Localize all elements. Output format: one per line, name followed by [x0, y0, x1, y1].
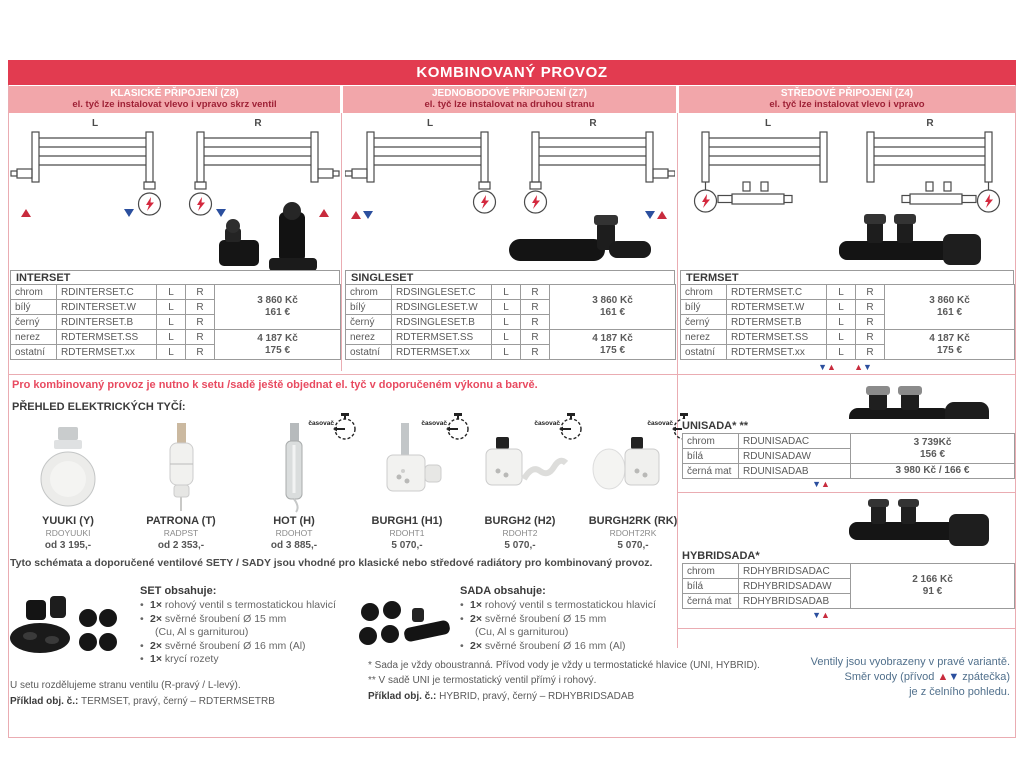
- timer-label: časovač: [421, 420, 447, 427]
- supply-arrow-icon: ▲: [854, 362, 863, 372]
- table-row: [683, 464, 1015, 479]
- supply-arrow-icon: ▲: [821, 610, 830, 620]
- list-item: • 1× krycí rozety: [140, 653, 375, 667]
- cell-color: černá mat: [683, 464, 739, 479]
- return-arrow-icon: ▼: [812, 479, 821, 489]
- rod-price: 5 070,-: [391, 540, 423, 551]
- set-footnote: U setu rozdělujeme stranu ventilu (R-pravý / L-levý).: [10, 680, 241, 691]
- product-photo-termset: [835, 205, 995, 277]
- cell-code: RDSINGLESET.B: [392, 315, 492, 330]
- sada-footnote-1: * Sada je vždy oboustranná. Přívod vody je vždy u termostatické hlavice (UNI, HYBRID).: [368, 660, 760, 671]
- cell-left: L: [827, 315, 856, 330]
- list-item: • 2× svěrné šroubení Ø 16 mm (Al): [460, 640, 685, 654]
- cell-left: L: [492, 285, 521, 300]
- price-eur: 175 €: [599, 344, 626, 356]
- divider: [678, 492, 1015, 493]
- cell-price-standard: [215, 285, 341, 330]
- cell-color: nerez: [11, 330, 57, 345]
- cell-color: ostatní: [681, 345, 727, 360]
- product-photo-interset: [205, 200, 335, 280]
- rod-yuuki: [12, 413, 124, 563]
- table-row: [683, 564, 1015, 579]
- divider: [341, 113, 342, 371]
- sada-contents-title: SADA obsahuje:: [460, 585, 546, 597]
- table-title-hybridsada: HYBRIDSADA*: [682, 549, 1009, 564]
- list-item: • 2× svěrné šroubení Ø 15 mm: [460, 613, 685, 627]
- rod-name: BURGH2 (H2): [484, 515, 556, 527]
- table-singleset: [345, 284, 676, 360]
- note-line: Směr vody (přívod ▲▼ zpátečka): [844, 671, 1010, 683]
- diagram-label-right: R: [926, 118, 934, 129]
- table-title-unisada: UNISADA* **: [682, 419, 1009, 434]
- product-photo-sada: [352, 596, 456, 662]
- cell-right: R: [856, 285, 885, 300]
- price-eur: 161 €: [264, 307, 291, 318]
- rod-price: od 2 353,-: [157, 540, 205, 551]
- timer-label: časovač: [534, 420, 560, 427]
- cell-left: L: [157, 345, 186, 360]
- cell-color: chrom: [346, 285, 392, 300]
- column-header-z7: [343, 86, 676, 113]
- rod-price: od 3 195,-: [44, 540, 92, 551]
- cell-left: L: [492, 315, 521, 330]
- flow-arrows-right: [848, 362, 878, 372]
- cell-right: R: [521, 330, 550, 345]
- cell-color: nerez: [681, 330, 727, 345]
- table-row: [683, 434, 1015, 449]
- price-kc: 4 187 Kč: [592, 332, 633, 344]
- lightning-icon: [702, 194, 710, 208]
- cell-right: R: [186, 330, 215, 345]
- price-eur: 161 €: [599, 307, 626, 318]
- price-eur: 91 €: [922, 586, 943, 597]
- cell-price-inox: [215, 330, 341, 360]
- lightning-icon: [481, 195, 489, 209]
- price-kc: 3 860 Kč: [929, 295, 970, 306]
- cell-price: [851, 564, 1015, 609]
- rod-name: BURGH1 (H1): [371, 515, 443, 527]
- rod-price: od 3 885,-: [270, 540, 318, 551]
- return-arrow-icon: ▼: [863, 362, 872, 372]
- note-line: Ventily jsou vyobrazeny v pravé variantě.: [810, 656, 1010, 668]
- cell-color: bílý: [11, 300, 57, 315]
- cell-price-inox: [885, 330, 1015, 360]
- product-photo-set: [6, 590, 134, 668]
- column-header-z4: [679, 86, 1015, 113]
- cell-code: RDUNISADAB: [739, 464, 851, 479]
- divider: [9, 374, 1015, 375]
- cell-price-standard: [550, 285, 676, 330]
- supply-arrow-icon: [21, 209, 31, 217]
- cell-price: 3 980 Kč / 166 €: [851, 464, 1015, 479]
- timer-label: časovač: [308, 420, 334, 427]
- cell-right: R: [856, 300, 885, 315]
- supply-arrow-icon: [351, 211, 361, 219]
- cell-left: L: [827, 345, 856, 360]
- rod-name: BURGH2RK (RK): [588, 515, 678, 527]
- list-item: • 2× svěrné šroubení Ø 15 mm: [140, 613, 375, 627]
- cell-code: RDINTERSET.W: [57, 300, 157, 315]
- flow-arrows: [806, 479, 836, 489]
- cell-color: černá mat: [683, 594, 739, 609]
- page-title: KOMBINOVANÝ PROVOZ: [8, 60, 1016, 85]
- cell-code: RDTERMSET.SS: [57, 330, 157, 345]
- cell-right: R: [186, 345, 215, 360]
- red-note: Pro kombinovaný provoz je nutno k setu /sadě ještě objednat el. tyč v doporučeném výkonu a barvě.: [12, 379, 538, 391]
- table-row: [346, 330, 676, 345]
- flow-arrows: [806, 610, 836, 620]
- rod-image: [12, 413, 124, 513]
- cell-code: RDHYBRIDSADAC: [739, 564, 851, 579]
- cell-left: L: [492, 345, 521, 360]
- cell-color: nerez: [346, 330, 392, 345]
- rod-price: 5 070,-: [617, 540, 649, 551]
- cell-right: R: [856, 345, 885, 360]
- cell-left: L: [827, 300, 856, 315]
- diagram-label-left: L: [426, 118, 434, 129]
- supply-arrow-icon: ▲: [937, 671, 949, 683]
- cell-color: chrom: [681, 285, 727, 300]
- cell-right: R: [856, 315, 885, 330]
- rod-burgh2: [464, 413, 576, 563]
- set-example: Příklad obj. č.: TERMSET, pravý, černý – RDTERMSETRB: [10, 696, 275, 707]
- cell-code: RDUNISADAW: [739, 449, 851, 464]
- lightning-icon: [146, 197, 154, 211]
- diagram-label-right: R: [589, 118, 597, 129]
- price-eur: 175 €: [936, 344, 963, 356]
- table-unisada: [682, 433, 1015, 479]
- cell-left: L: [157, 300, 186, 315]
- cell-code: RDTERMSET.xx: [392, 345, 492, 360]
- price-eur: 161 €: [936, 307, 963, 318]
- price-kc: 3 860 Kč: [592, 295, 633, 306]
- cell-color: chrom: [683, 434, 739, 449]
- rod-name: YUUKI (Y): [42, 515, 94, 527]
- flow-arrows-left: [812, 362, 842, 372]
- cell-code: RDINTERSET.C: [57, 285, 157, 300]
- list-item: • 1× rohový ventil s termostatickou hlavicí: [460, 599, 685, 613]
- cell-right: R: [186, 285, 215, 300]
- cell-color: ostatní: [11, 345, 57, 360]
- set-contents: [140, 585, 375, 667]
- rod-price: 5 070,-: [504, 540, 536, 551]
- rod-name: HOT (H): [273, 515, 315, 527]
- column-header-subtitle: el. tyč lze instalovat vlevo i vpravo skrz ventil: [72, 99, 277, 110]
- schema-note: Tyto schémata a doporučené ventilové SETY / SADY jsou vhodné pro klasické nebo středové radiátory pro kombinovaný provoz.: [10, 557, 653, 569]
- rod-hot: [238, 413, 350, 563]
- column-header-title: JEDNOBODOVÉ PŘIPOJENÍ (Z7): [431, 88, 588, 99]
- cell-code: RDTERMSET.SS: [392, 330, 492, 345]
- cell-left: L: [157, 330, 186, 345]
- sada-footnote-2: ** V sadě UNI je termostatický ventil přímý i rohový.: [368, 675, 597, 686]
- diagram-label-right: R: [254, 118, 262, 129]
- rod-code: RDOYUUKI: [45, 528, 91, 538]
- price-kc: 4 187 Kč: [929, 332, 970, 344]
- table-termset: [680, 284, 1015, 360]
- cell-price-inox: [550, 330, 676, 360]
- table-title-singleset: SINGLESET: [345, 270, 675, 286]
- supply-arrow-icon: ▲: [821, 479, 830, 489]
- cell-code: RDTERMSET.xx: [727, 345, 827, 360]
- rod-burgh1: [351, 413, 463, 563]
- cell-code: RDINTERSET.B: [57, 315, 157, 330]
- table-title-termset: TERMSET: [680, 270, 1014, 286]
- return-arrow-icon: [363, 211, 373, 219]
- rod-code: RDOHT2RK: [609, 528, 657, 538]
- note-line: je z čelního pohledu.: [909, 686, 1010, 698]
- sada-example: Příklad obj. č.: HYBRID, pravý, černý – RDHYBRIDSADAB: [368, 691, 635, 702]
- product-photo-hybridsada: [845, 496, 995, 554]
- cell-left: L: [492, 300, 521, 315]
- cell-code: RDSINGLESET.W: [392, 300, 492, 315]
- list-item: • 2× svěrné šroubení Ø 16 mm (Al): [140, 640, 375, 654]
- cell-code: RDSINGLESET.C: [392, 285, 492, 300]
- cell-code: RDTERMSET.xx: [57, 345, 157, 360]
- cell-left: L: [157, 315, 186, 330]
- diagram-label-left: L: [91, 118, 99, 129]
- price-eur: 175 €: [264, 344, 291, 356]
- column-header-title: STŘEDOVÉ PŘIPOJENÍ (Z4): [780, 88, 914, 99]
- return-arrow-icon: ▼: [948, 671, 960, 683]
- valve-orientation-note: [750, 655, 1010, 700]
- rod-code: RADPST: [163, 528, 199, 538]
- table-row: [11, 330, 341, 345]
- supply-arrow-icon: [657, 211, 667, 219]
- cell-color: černý: [11, 315, 57, 330]
- timer-label: časovač: [647, 420, 673, 427]
- supply-arrow-icon: ▲: [827, 362, 836, 372]
- list-item: • 1× rohový ventil s termostatickou hlavicí: [140, 599, 375, 613]
- cell-right: R: [521, 345, 550, 360]
- cell-right: R: [521, 300, 550, 315]
- lightning-icon: [532, 195, 540, 209]
- table-row: [681, 285, 1015, 300]
- rod-patrona: [125, 413, 237, 563]
- table-hybridsada: [682, 563, 1015, 609]
- rod-name: PATRONA (T): [146, 515, 216, 527]
- rod-code: RDOHT1: [389, 528, 425, 538]
- list-item: (Cu, Al s garniturou): [155, 626, 249, 638]
- price-eur: 156 €: [919, 448, 946, 460]
- list-item: (Cu, Al s garniturou): [475, 626, 569, 638]
- divider: [678, 628, 1015, 629]
- cell-code: RDHYBRIDSADAW: [739, 579, 851, 594]
- cell-color: chrom: [683, 564, 739, 579]
- cell-right: R: [186, 315, 215, 330]
- return-arrow-icon: ▼: [818, 362, 827, 372]
- cell-color: černý: [681, 315, 727, 330]
- rod-code: RDOHT2: [502, 528, 538, 538]
- cell-code: RDTERMSET.W: [727, 300, 827, 315]
- diagram-label-left: L: [764, 118, 772, 129]
- cell-left: L: [827, 330, 856, 345]
- rod-burgh2rk: [577, 413, 689, 563]
- cell-color: chrom: [11, 285, 57, 300]
- rod-code: RDOHOT: [275, 528, 313, 538]
- cell-price-standard: [885, 285, 1015, 330]
- table-row: [681, 330, 1015, 345]
- price-kc: 2 166 Kč: [912, 574, 953, 585]
- cell-right: R: [186, 300, 215, 315]
- table-row: [11, 285, 341, 300]
- column-header-subtitle: el. tyč lze instalovat na druhou stranu: [424, 99, 595, 110]
- cell-price: [851, 434, 1015, 464]
- price-kc: 4 187 Kč: [257, 332, 298, 344]
- cell-right: R: [521, 285, 550, 300]
- cell-right: R: [856, 330, 885, 345]
- product-photo-singleset: [505, 212, 655, 278]
- divider: [677, 113, 678, 648]
- sada-contents: [460, 585, 685, 653]
- cell-code: RDTERMSET.C: [727, 285, 827, 300]
- cell-right: R: [521, 315, 550, 330]
- cell-color: bílý: [681, 300, 727, 315]
- column-header-subtitle: el. tyč lze instalovat vlevo i vpravo: [769, 99, 925, 110]
- table-row: [346, 285, 676, 300]
- cell-code: RDHYBRIDSADAB: [739, 594, 851, 609]
- column-header-title: KLASICKÉ PŘIPOJENÍ (Z8): [110, 88, 239, 99]
- cell-code: RDUNISADAC: [739, 434, 851, 449]
- cell-color: bílá: [683, 449, 739, 464]
- column-header-z8: [9, 86, 340, 113]
- rod-image: [125, 413, 237, 513]
- lightning-icon: [197, 197, 205, 211]
- price-kc: 3 739Kč: [913, 436, 952, 448]
- cell-left: L: [827, 285, 856, 300]
- return-arrow-icon: [124, 209, 134, 217]
- cell-color: bílá: [683, 579, 739, 594]
- cell-code: RDTERMSET.SS: [727, 330, 827, 345]
- cell-color: bílý: [346, 300, 392, 315]
- table-title-interset: INTERSET: [10, 270, 340, 286]
- cell-code: RDTERMSET.B: [727, 315, 827, 330]
- price-kc: 3 860 Kč: [257, 295, 298, 306]
- cell-color: černý: [346, 315, 392, 330]
- cell-color: ostatní: [346, 345, 392, 360]
- rods-section-title: PŘEHLED ELEKTRICKÝCH TYČÍ:: [12, 401, 186, 413]
- return-arrow-icon: ▼: [812, 610, 821, 620]
- table-interset: [10, 284, 341, 360]
- set-contents-title: SET obsahuje:: [140, 585, 217, 597]
- cell-left: L: [492, 330, 521, 345]
- cell-left: L: [157, 285, 186, 300]
